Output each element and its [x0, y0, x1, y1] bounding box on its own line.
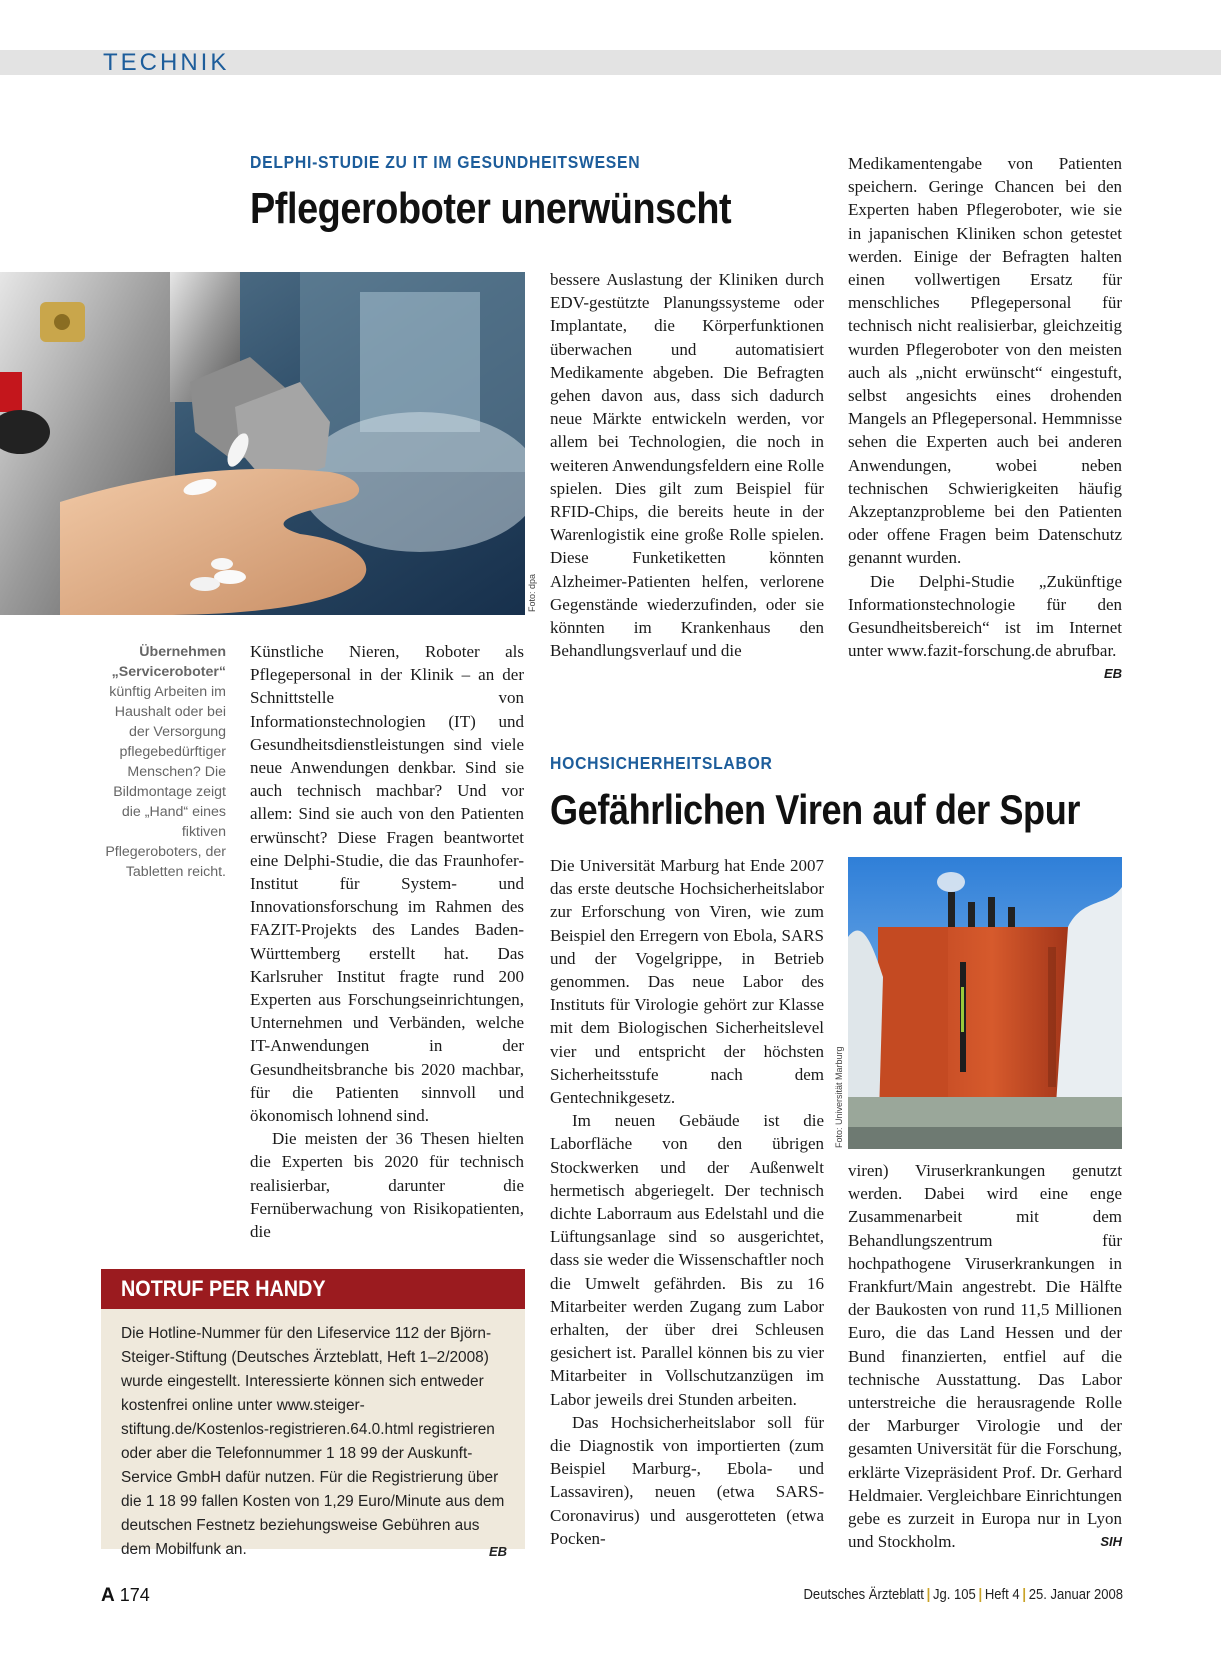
article2-column2 — [848, 1159, 1122, 1553]
robot-hand-photo — [0, 272, 525, 615]
journal-issue: Heft 4 — [984, 1587, 1020, 1603]
journal-name: Deutsches Ärzteblatt — [803, 1587, 924, 1603]
article2-headline: Gefährlichen Viren auf der Spur — [550, 786, 1080, 833]
journal-date: 25. Januar 2008 — [1028, 1587, 1123, 1603]
notice-box-text: Die Hotline-Nummer für den Lifeservice 112 der Björn-Steiger-Stiftung (Deutsches Ärzteblatt, Heft 1–2/2008) wurde eingestellt. Interessierte können sich entweder kostenfrei online unter www.steiger-stiftung.de/Kostenlos-registrieren.64.0.html registrieren oder aber die Telefonnummer 1 18 99 der Auskunft-Service GmbH dafür nutzen. Für die Registrierung über die 1 18 99 fallen Kosten von 1,29 Euro/Minute aus dem deutschen Festnetz beziehungsweise Gebühren aus dem Mobilfunk an. — [121, 1325, 505, 1558]
section-label: TECHNIK — [103, 49, 230, 76]
article1-headline: Pflegeroboter unerwünscht — [250, 184, 732, 233]
article2-col1-paragraph3: Das Hochsicherheitslabor soll für die Diagnostik von importierten (zum Beispiel Marburg-, Ebola- und Lassaviren), neuen (etwa SARS-Coronavirus) und ausgerotteten (etwa Pocken- — [550, 1412, 824, 1548]
notice-box-title: NOTRUF PER HANDY — [121, 1276, 326, 1301]
article1-col3-text: Die Delphi-Studie „Zukünftige Informationstechnologie für den Gesundheitsbereich“ ist im Internet unter www.fazit-forschung.de abrufbar. — [848, 571, 1122, 661]
laboratory-building-illustration — [848, 857, 1122, 1149]
page-number-value: 174 — [119, 1585, 150, 1605]
article2-col1-paragraph2: Im neuen Gebäude ist die Laborfläche von den übrigen Stockwerken und der Außenwelt hermetisch abgeriegelt. Der technisch dichte Laborraum aus Edelstahl und die Lüftungsanlage sind so ausgerichtet, dass sie weder die Wissenschaftler noch die Umwelt gefährden. Bis zu 16 Mitarbeiter werden Zugang zum Labor erhalten, der über drei Schleusen gesichert ist. Parallel können bis zu vier Mitarbeiter in Vollschutzanzügen im Labor jeweils drei Stunden arbeiten. — [550, 1111, 824, 1409]
article1-kicker: DELPHI-STUDIE ZU IT IM GESUNDHEITSWESEN — [250, 152, 641, 172]
article1-col1-paragraph1: Künstliche Nieren, Roboter als Pflegepersonal in der Klinik – an der Schnittstelle von Informationstechnologien (IT) und Gesundheitsdienstleistungen sind viele neue Anwendungen denkbar. Sind sie auch technisch machbar? Und vor allem: Sind sie auch von den Patienten erwünscht? Diese Fragen beantwortet eine Delphi-Studie, die das Fraunhofer-Institut für System- und Innovationsforschung im Rahmen des FAZIT-Projekts des Landes Baden-Württemberg erstellt hat. Das Karlsruher Institut fragte rund 200 Experten aus Forschungseinrichtungen, Unternehmen und Verbänden, welche IT-Anwendungen in der Gesundheitsbranche bis 2020 machbar, für die Patienten sinnvoll und ökonomisch lohnend sind. — [250, 642, 524, 1126]
journal-info: Deutsches Ärzteblatt | Jg. 105 | Heft 4 | 25. Januar 2008 — [803, 1587, 1123, 1603]
article1-column2 — [550, 268, 824, 662]
article1-signature: EB — [1103, 666, 1122, 682]
article2-kicker: HOCHSICHERHEITSLABOR — [550, 753, 773, 773]
article1-col3-paragraph1: Medikamentengabe von Patienten speichern. Geringe Chancen bei den Experten haben Pflegeroboter, wie sie in japanischen Kliniken schon getestet werden. Einige der Befragten halten einen vollwertigen Ersatz für menschliches Pflegepersonal für technisch nicht realisierbar, gleichzeitig wurden Pflegeroboter von den meisten auch als „nicht erwünscht“ eingestuft, selbst angesichts eines drohenden Mangels an Pflegepersonal. Hemmnisse sehen die Experten auch bei anderen Anwendungen, wobei neben technischen Schwierigkeiten häufig Akzeptanzprobleme bei den Patienten oder offene Fragen beim Datenschutz genannt wurden. — [848, 154, 1122, 568]
photo1-caption — [100, 642, 226, 882]
article2-column1 — [550, 854, 824, 1550]
article1-column3 — [848, 152, 1122, 686]
notice-box-signature: EB — [488, 1544, 507, 1559]
photo2-credit: Foto: Universität Marburg — [834, 1046, 844, 1148]
journal-volume: Jg. 105 — [932, 1587, 976, 1603]
article1-col3-paragraph2 — [848, 570, 1122, 682]
laboratory-photo — [848, 857, 1122, 1149]
article1-column1 — [250, 640, 524, 1243]
robot-hand-illustration — [0, 272, 525, 615]
page-prefix: A — [101, 1585, 115, 1606]
notice-box-body — [121, 1322, 507, 1564]
article2-col1-paragraph1: Die Universität Marburg hat Ende 2007 das erste deutsche Hochsicherheitslabor zur Erforschung von Viren, wie zum Beispiel den Erregern von Ebola, SARS und der Vogelgrippe, in Betrieb genommen. Das neue Labor des Instituts für Virologie gehört zur Klasse mit dem Biologischen Sicherheitslevel vier und entspricht der höchsten Sicherheitsstufe nach dem Gentechnikgesetz. — [550, 856, 824, 1108]
article2-signature: SIH — [1100, 1534, 1122, 1550]
article1-col1-paragraph2: Die meisten der 36 Thesen hielten die Experten bis 2020 für technisch realisierbar, darunter die Fernüberwachung von Risikopatienten, die — [250, 1129, 524, 1242]
article1-col2-paragraph1: bessere Auslastung der Kliniken durch EDV-gestützte Planungssysteme oder Implantate, die Körperfunktionen überwachen und automatisiert Medikamente abgeben. Die Befragten gehen davon aus, dass sich dadurch neue Märkte entwickeln werden, vor allem bei Technologien, die noch in weiteren Anwendungsfeldern eine Rolle spielen. Dies gilt zum Beispiel für RFID-Chips, die bereits heute in der Warenlogistik eine große Rolle spielen. Diese Funketiketten könnten Alzheimer-Patienten helfen, verlorene Gegenstände wiederzufinden, oder sie könnten im Krankenhaus den Behandlungsverlauf und die — [550, 270, 824, 661]
page-number — [101, 1585, 150, 1607]
photo1-credit: Foto: dpa — [527, 573, 537, 612]
article2-col2-text: viren) Viruserkrankungen genutzt werden. Dabei wird eine enge Zusammenarbeit mit dem Behandlungszentrum für hochpathogene Viruserkrankungen in Frankfurt/Main angestrebt. Die Hälfte der Baukosten von rund 11,5 Millionen Euro, die das Land Hessen und der Bund finanzierten, entfiel auf die technische Ausstattung. Das Labor unterstreiche die herausragende Rolle der Marburger Virologie und der gesamten Universität für die Forschung, erklärte Vizepräsident Prof. Dr. Gerhard Heldmaier. Vergleichbare Einrichtungen gebe es zurzeit in Europa nur in Lyon und Stockholm. — [848, 1161, 1122, 1552]
caption-bold: Übernehmen „Serviceroboter“ — [111, 644, 226, 680]
caption-text: künftig Arbeiten im Haushalt oder bei der Versorgung pflegebedürftiger Menschen? Die Bildmontage zeigt die „Hand“ eines fiktiven Pflegeroboters, der Tabletten reicht. — [105, 684, 226, 880]
